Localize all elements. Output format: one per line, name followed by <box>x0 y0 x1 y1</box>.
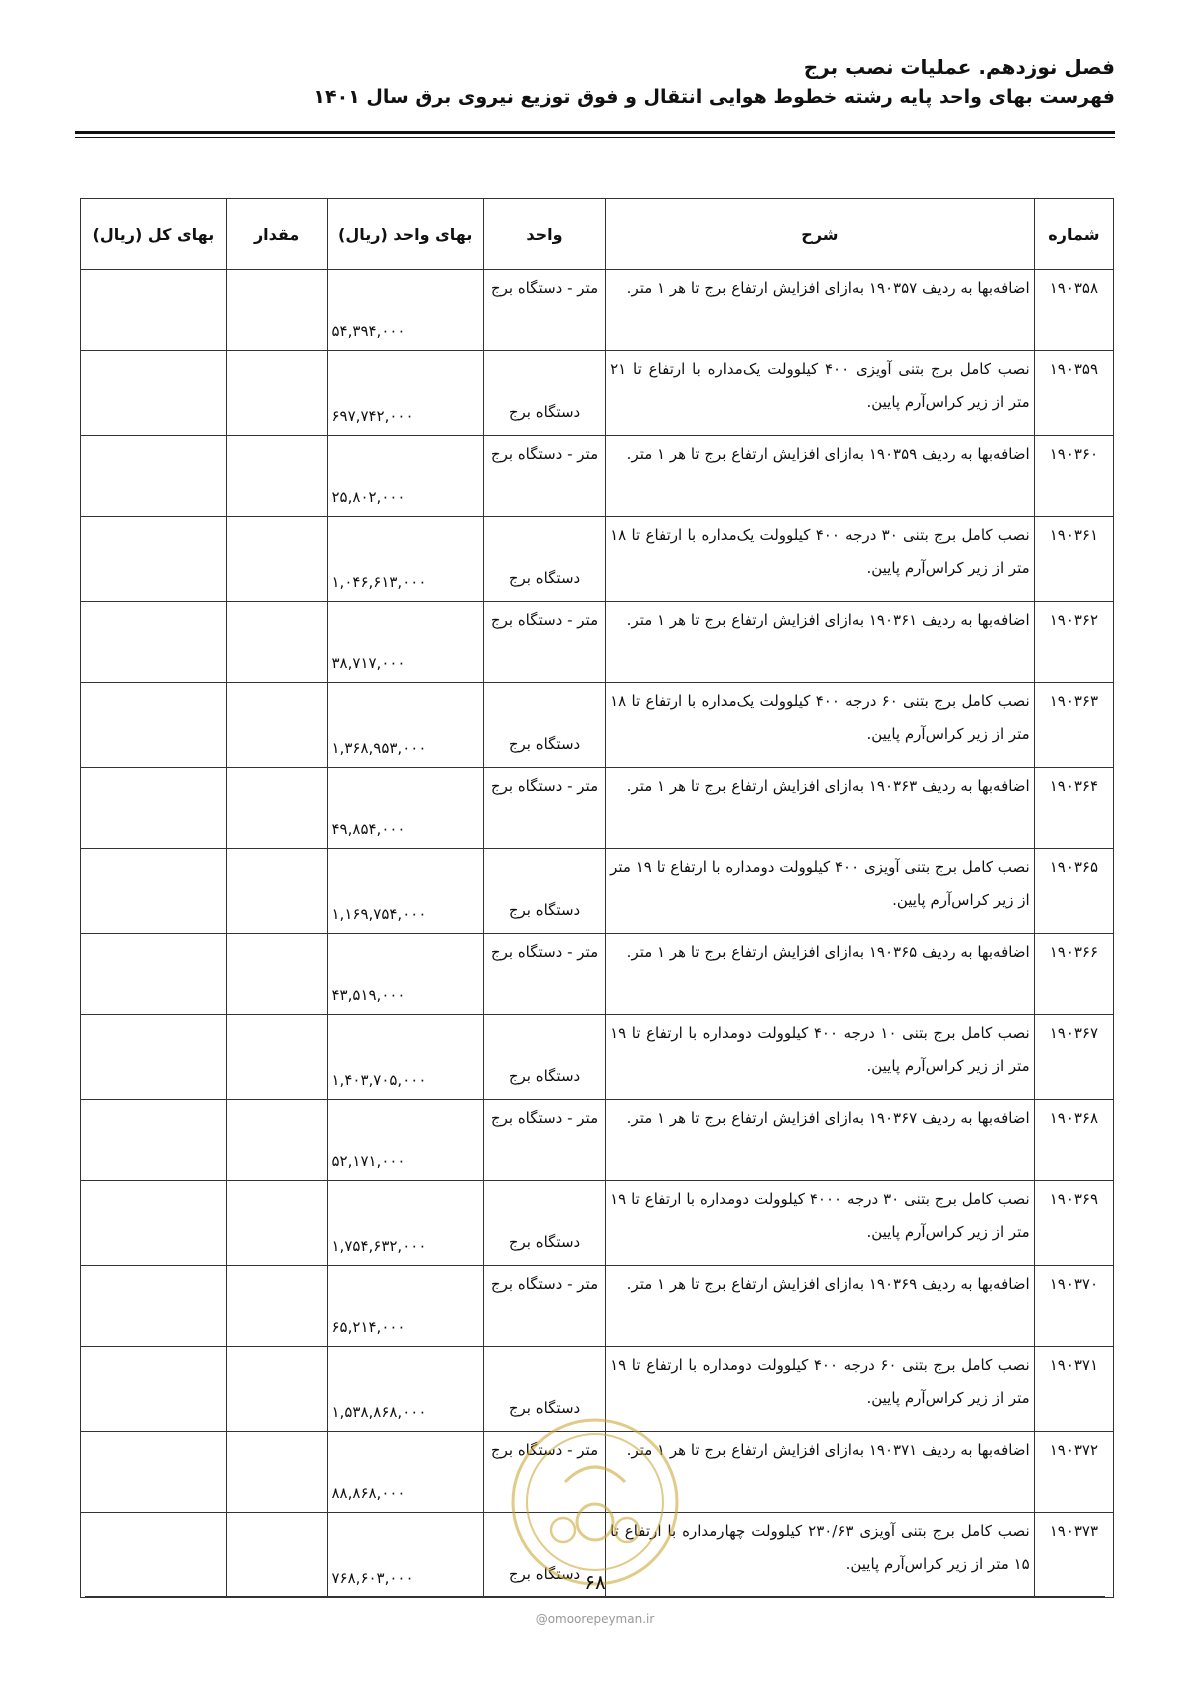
cell-unit: متر - دستگاه برج <box>483 270 605 351</box>
cell-quantity <box>226 1181 327 1266</box>
cell-quantity <box>226 436 327 517</box>
cell-description: اضافه‌بها به ردیف ۱۹۰۳۶۳ به‌ازای افزایش ارتفاع برج تا هر ۱ متر. <box>606 768 1035 849</box>
cell-code: ۱۹۰۳۷۰ <box>1034 1266 1113 1347</box>
document-title: فهرست بهای واحد پایه رشته خطوط هوایی انتقال و فوق توزیع نیروی برق سال ۱۴۰۱ <box>313 86 1115 108</box>
cell-unit-price: ۵۴,۳۹۴,۰۰۰ <box>327 270 483 351</box>
cell-unit-price: ۲۵,۸۰۲,۰۰۰ <box>327 436 483 517</box>
cell-code: ۱۹۰۳۶۵ <box>1034 849 1113 934</box>
cell-description: نصب کامل برج بتنی آویزی ۲۳۰/۶۳ کیلوولت چهارمداره با ارتفاع تا ۱۵ متر از زیر کراس‌آرم پایین. <box>606 1513 1035 1598</box>
cell-code: ۱۹۰۳۷۳ <box>1034 1513 1113 1598</box>
cell-unit: متر - دستگاه برج <box>483 602 605 683</box>
cell-unit-price: ۶۹۷,۷۴۲,۰۰۰ <box>327 351 483 436</box>
cell-description: نصب کامل برج بتنی ۳۰ درجه ۴۰۰ کیلوولت یک‌مداره با ارتفاع تا ۱۸ متر از زیر کراس‌آرم پایین. <box>606 517 1035 602</box>
cell-unit-price: ۳۸,۷۱۷,۰۰۰ <box>327 602 483 683</box>
cell-description: نصب کامل برج بتنی ۱۰ درجه ۴۰۰ کیلوولت دومداره با ارتفاع تا ۱۹ متر از زیر کراس‌آرم پایین. <box>606 1015 1035 1100</box>
cell-quantity <box>226 517 327 602</box>
cell-description: نصب کامل برج بتنی ۶۰ درجه ۴۰۰ کیلوولت دومداره با ارتفاع تا ۱۹ متر از زیر کراس‌آرم پایین. <box>606 1347 1035 1432</box>
price-table <box>80 198 1114 1598</box>
cell-code: ۱۹۰۳۵۸ <box>1034 270 1113 351</box>
cell-unit-price: ۴۹,۸۵۴,۰۰۰ <box>327 768 483 849</box>
seal-watermark <box>505 1412 685 1592</box>
cell-unit: متر - دستگاه برج <box>483 934 605 1015</box>
cell-total <box>81 270 227 351</box>
cell-total <box>81 1015 227 1100</box>
cell-total <box>81 849 227 934</box>
cell-unit: دستگاه برج <box>483 351 605 436</box>
chapter-title: فصل نوزدهم. عملیات نصب برج <box>803 55 1115 79</box>
cell-unit: دستگاه برج <box>483 849 605 934</box>
table-row <box>81 768 1114 849</box>
cell-code: ۱۹۰۳۶۱ <box>1034 517 1113 602</box>
cell-unit: دستگاه برج <box>483 1513 605 1598</box>
cell-description: اضافه‌بها به ردیف ۱۹۰۳۶۷ به‌ازای افزایش ارتفاع برج تا هر ۱ متر. <box>606 1100 1035 1181</box>
cell-unit: متر - دستگاه برج <box>483 436 605 517</box>
cell-unit: دستگاه برج <box>483 1015 605 1100</box>
cell-quantity <box>226 1100 327 1181</box>
cell-code: ۱۹۰۳۶۶ <box>1034 934 1113 1015</box>
cell-code: ۱۹۰۳۶۷ <box>1034 1015 1113 1100</box>
cell-total <box>81 934 227 1015</box>
table-row <box>81 270 1114 351</box>
website-watermark: @omoorepeyman.ir <box>535 1612 655 1626</box>
table-row <box>81 436 1114 517</box>
cell-total <box>81 1181 227 1266</box>
cell-description: اضافه‌بها به ردیف ۱۹۰۳۶۱ به‌ازای افزایش ارتفاع برج تا هر ۱ متر. <box>606 602 1035 683</box>
cell-total <box>81 1266 227 1347</box>
cell-quantity <box>226 934 327 1015</box>
cell-quantity <box>226 768 327 849</box>
cell-quantity <box>226 1432 327 1513</box>
cell-unit-price: ۱,۴۰۳,۷۰۵,۰۰۰ <box>327 1015 483 1100</box>
cell-total <box>81 351 227 436</box>
cell-quantity <box>226 1266 327 1347</box>
col-header-quantity: مقدار <box>226 199 327 270</box>
cell-description: نصب کامل برج بتنی آویزی ۴۰۰ کیلوولت یک‌مداره با ارتفاع تا ۲۱ متر از زیر کراس‌آرم پایین. <box>606 351 1035 436</box>
cell-quantity <box>226 683 327 768</box>
col-header-code: شماره <box>1034 199 1113 270</box>
cell-unit: دستگاه برج <box>483 683 605 768</box>
cell-unit-price: ۱,۳۶۸,۹۵۳,۰۰۰ <box>327 683 483 768</box>
cell-unit: دستگاه برج <box>483 1181 605 1266</box>
cell-unit: متر - دستگاه برج <box>483 1432 605 1513</box>
cell-description: اضافه‌بها به ردیف ۱۹۰۳۷۱ به‌ازای افزایش ارتفاع برج تا هر ۱ متر. <box>606 1432 1035 1513</box>
cell-total <box>81 1100 227 1181</box>
col-header-unit: واحد <box>483 199 605 270</box>
cell-total <box>81 1347 227 1432</box>
cell-code: ۱۹۰۳۶۹ <box>1034 1181 1113 1266</box>
cell-quantity <box>226 270 327 351</box>
cell-quantity <box>226 1347 327 1432</box>
page-header <box>75 52 1115 112</box>
cell-total <box>81 602 227 683</box>
cell-description: اضافه‌بها به ردیف ۱۹۰۳۶۵ به‌ازای افزایش ارتفاع برج تا هر ۱ متر. <box>606 934 1035 1015</box>
cell-code: ۱۹۰۳۶۳ <box>1034 683 1113 768</box>
cell-unit-price: ۴۳,۵۱۹,۰۰۰ <box>327 934 483 1015</box>
cell-description: نصب کامل برج بتنی ۶۰ درجه ۴۰۰ کیلوولت یک‌مداره با ارتفاع تا ۱۸ متر از زیر کراس‌آرم پایین. <box>606 683 1035 768</box>
col-header-total: بهای کل (ریال) <box>81 199 227 270</box>
cell-description: نصب کامل برج بتنی ۳۰ درجه ۴۰۰۰ کیلوولت دومداره با ارتفاع تا ۱۹ متر از زیر کراس‌آرم پایین. <box>606 1181 1035 1266</box>
table-header-row <box>81 199 1114 270</box>
col-header-description: شرح <box>606 199 1035 270</box>
table-row <box>81 517 1114 602</box>
col-header-unit-price: بهای واحد (ریال) <box>327 199 483 270</box>
cell-unit: متر - دستگاه برج <box>483 1100 605 1181</box>
cell-unit: متر - دستگاه برج <box>483 768 605 849</box>
cell-unit-price: ۱,۰۴۶,۶۱۳,۰۰۰ <box>327 517 483 602</box>
cell-unit-price: ۶۵,۲۱۴,۰۰۰ <box>327 1266 483 1347</box>
table-row <box>81 683 1114 768</box>
cell-unit-price: ۸۸,۸۶۸,۰۰۰ <box>327 1432 483 1513</box>
table-body <box>81 270 1114 1598</box>
header-rule-thick <box>75 131 1115 134</box>
table-row <box>81 1266 1114 1347</box>
cell-code: ۱۹۰۳۶۴ <box>1034 768 1113 849</box>
cell-total <box>81 768 227 849</box>
cell-unit: دستگاه برج <box>483 1347 605 1432</box>
cell-unit-price: ۵۲,۱۷۱,۰۰۰ <box>327 1100 483 1181</box>
cell-quantity <box>226 351 327 436</box>
cell-code: ۱۹۰۳۵۹ <box>1034 351 1113 436</box>
cell-unit: متر - دستگاه برج <box>483 1266 605 1347</box>
table-row <box>81 1100 1114 1181</box>
cell-unit-price: ۱,۷۵۴,۶۳۲,۰۰۰ <box>327 1181 483 1266</box>
cell-quantity <box>226 1015 327 1100</box>
cell-unit-price: ۷۶۸,۶۰۳,۰۰۰ <box>327 1513 483 1598</box>
table-row <box>81 934 1114 1015</box>
cell-description: اضافه‌بها به ردیف ۱۹۰۳۵۹ به‌ازای افزایش ارتفاع برج تا هر ۱ متر. <box>606 436 1035 517</box>
cell-code: ۱۹۰۳۷۲ <box>1034 1432 1113 1513</box>
cell-quantity <box>226 602 327 683</box>
cell-unit-price: ۱,۱۶۹,۷۵۴,۰۰۰ <box>327 849 483 934</box>
cell-description: نصب کامل برج بتنی آویزی ۴۰۰ کیلوولت دومداره با ارتفاع تا ۱۹ متر از زیر کراس‌آرم پایین. <box>606 849 1035 934</box>
cell-description: اضافه‌بها به ردیف ۱۹۰۳۵۷ به‌ازای افزایش ارتفاع برج تا هر ۱ متر. <box>606 270 1035 351</box>
cell-total <box>81 1432 227 1513</box>
header-rule-thin <box>75 137 1115 138</box>
page-number: ۶۸ <box>584 1570 606 1594</box>
cell-code: ۱۹۰۳۷۱ <box>1034 1347 1113 1432</box>
table-row <box>81 351 1114 436</box>
table-row <box>81 602 1114 683</box>
cell-unit-price: ۱,۵۳۸,۸۶۸,۰۰۰ <box>327 1347 483 1432</box>
cell-quantity <box>226 849 327 934</box>
cell-description: اضافه‌بها به ردیف ۱۹۰۳۶۹ به‌ازای افزایش ارتفاع برج تا هر ۱ متر. <box>606 1266 1035 1347</box>
cell-unit: دستگاه برج <box>483 517 605 602</box>
table-row <box>81 1181 1114 1266</box>
cell-code: ۱۹۰۳۶۸ <box>1034 1100 1113 1181</box>
footer-rule <box>85 1596 1105 1597</box>
cell-code: ۱۹۰۳۶۰ <box>1034 436 1113 517</box>
cell-total <box>81 436 227 517</box>
cell-code: ۱۹۰۳۶۲ <box>1034 602 1113 683</box>
table-row <box>81 849 1114 934</box>
cell-total <box>81 517 227 602</box>
cell-total <box>81 683 227 768</box>
table-row <box>81 1015 1114 1100</box>
